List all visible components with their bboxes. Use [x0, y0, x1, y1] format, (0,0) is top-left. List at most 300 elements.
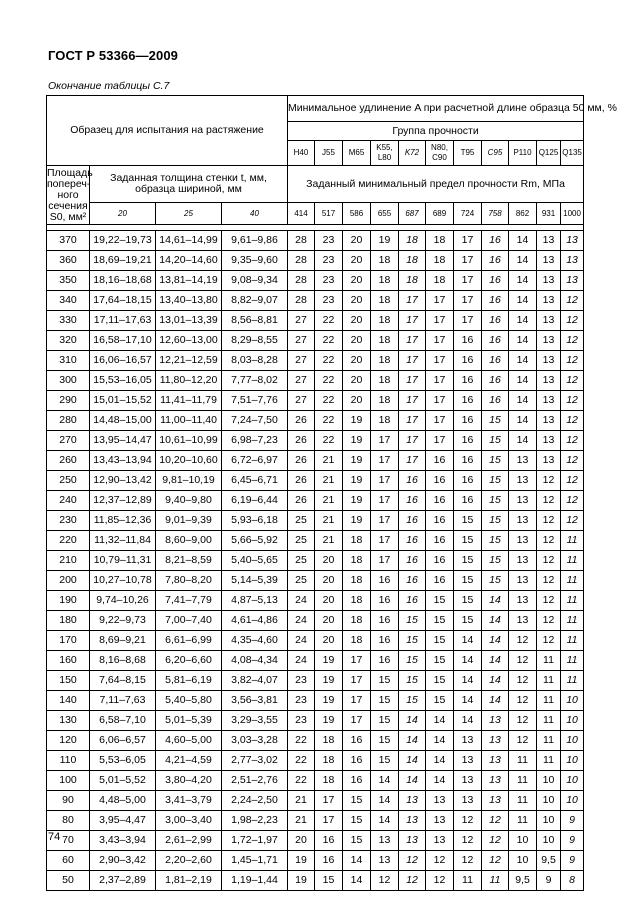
area-value: 260	[47, 451, 90, 471]
table-cell: 13	[509, 491, 537, 511]
table-cell: 19	[315, 651, 343, 671]
table-cell: 16	[399, 491, 426, 511]
table-cell: 16	[343, 751, 371, 771]
table-cell: 15	[426, 651, 454, 671]
table-cell: 15	[426, 611, 454, 631]
table-cell: 8,69–9,21	[90, 631, 156, 651]
table-cell: 6,06–6,57	[90, 731, 156, 751]
table-cell: 3,29–3,55	[222, 711, 288, 731]
table-cell: 15	[426, 631, 454, 651]
table-cell: 23	[288, 691, 315, 711]
strength-cell: 689	[426, 203, 454, 225]
table-cell: 9,35–9,60	[222, 251, 288, 271]
table-cell: 15	[371, 731, 399, 751]
table-cell: 20	[343, 231, 371, 251]
table-cell: 12	[561, 491, 584, 511]
table-cell: 13,95–14,47	[90, 431, 156, 451]
table-cell: 24	[288, 631, 315, 651]
table-cell: 15	[482, 571, 509, 591]
table-cell: 17	[343, 651, 371, 671]
strength-cell: 758	[482, 203, 509, 225]
table-cell: 27	[288, 311, 315, 331]
table-cell: 24	[288, 651, 315, 671]
table-cell: 20	[343, 291, 371, 311]
table-cell: 18	[343, 611, 371, 631]
table-cell: 17	[399, 331, 426, 351]
table-cell: 8,21–8,59	[156, 551, 222, 571]
table-cell: 12,90–13,42	[90, 471, 156, 491]
table-cell: 23	[315, 251, 343, 271]
table-cell: 21	[315, 531, 343, 551]
grade-cell: Н40	[288, 141, 315, 166]
table-cell: 2,24–2,50	[222, 791, 288, 811]
table-cell: 27	[288, 331, 315, 351]
grade-cell: Q135	[561, 141, 584, 166]
table-row	[47, 751, 584, 771]
table-cell: 23	[315, 271, 343, 291]
table-cell: 2,77–3,02	[222, 751, 288, 771]
table-cell: 9,5	[537, 851, 561, 871]
table-cell: 10,61–10,99	[156, 431, 222, 451]
table-cell: 14,48–15,00	[90, 411, 156, 431]
table-cell: 12	[537, 511, 561, 531]
table-cell: 18	[426, 271, 454, 291]
table-cell: 13	[561, 231, 584, 251]
table-cell: 16	[371, 591, 399, 611]
table-cell: 1,19–1,44	[222, 871, 288, 891]
table-cell: 8	[561, 871, 584, 891]
table-cell: 16	[454, 411, 482, 431]
table-cell: 12	[561, 331, 584, 351]
table-cell: 21	[288, 791, 315, 811]
table-cell: 14	[509, 331, 537, 351]
table-cell: 14	[482, 611, 509, 631]
table-cell: 25	[288, 511, 315, 531]
table-cell: 6,72–6,97	[222, 451, 288, 471]
table-cell: 11	[509, 811, 537, 831]
table-cell: 16	[426, 511, 454, 531]
table-cell: 11	[537, 751, 561, 771]
table-cell: 15	[482, 551, 509, 571]
table-cell: 14	[426, 771, 454, 791]
table-cell: 17	[454, 251, 482, 271]
area-value: 230	[47, 511, 90, 531]
table-cell: 15	[454, 591, 482, 611]
table-cell: 20	[343, 331, 371, 351]
table-cell: 12	[426, 871, 454, 891]
table-cell: 13	[537, 251, 561, 271]
table-cell: 10	[561, 711, 584, 731]
table-cell: 10,27–10,78	[90, 571, 156, 591]
table-cell: 16	[426, 551, 454, 571]
table-cell: 14	[509, 391, 537, 411]
table-cell: 1,81–2,19	[156, 871, 222, 891]
table-cell: 17,11–17,63	[90, 311, 156, 331]
table-cell: 11	[561, 531, 584, 551]
table-cell: 16,58–17,10	[90, 331, 156, 351]
table-cell: 10	[561, 771, 584, 791]
table-caption: Окончание таблицы С.7	[48, 80, 170, 92]
table-cell: 17	[426, 291, 454, 311]
table-cell: 19	[343, 511, 371, 531]
table-cell: 11	[561, 651, 584, 671]
table-cell: 13	[537, 371, 561, 391]
table-cell: 16	[482, 371, 509, 391]
table-row	[47, 811, 584, 831]
table-cell: 13,01–13,39	[156, 311, 222, 331]
table-cell: 12	[426, 851, 454, 871]
table-cell: 2,90–3,42	[90, 851, 156, 871]
table-cell: 17	[426, 391, 454, 411]
table-cell: 3,56–3,81	[222, 691, 288, 711]
table-cell: 12	[482, 851, 509, 871]
table-cell: 17	[426, 311, 454, 331]
table-row	[47, 611, 584, 631]
table-cell: 14	[482, 591, 509, 611]
table-cell: 15	[482, 531, 509, 551]
table-cell: 10	[537, 791, 561, 811]
table-cell: 11	[561, 631, 584, 651]
table-cell: 12,21–12,59	[156, 351, 222, 371]
area-value: 190	[47, 591, 90, 611]
table-cell: 12	[561, 431, 584, 451]
area-value: 110	[47, 751, 90, 771]
table-cell: 24	[288, 611, 315, 631]
table-cell: 14	[371, 791, 399, 811]
table-cell: 4,35–4,60	[222, 631, 288, 651]
table-cell: 17	[426, 431, 454, 451]
table-cell: 12	[561, 391, 584, 411]
table-cell: 19	[315, 691, 343, 711]
table-cell: 12	[509, 731, 537, 751]
table-row	[47, 291, 584, 311]
table-cell: 22	[315, 351, 343, 371]
area-value: 340	[47, 291, 90, 311]
table-cell: 14,61–14,99	[156, 231, 222, 251]
table-cell: 18	[426, 231, 454, 251]
table-cell: 12	[399, 851, 426, 871]
grade-cell: М65	[343, 141, 371, 166]
table-cell: 16	[454, 491, 482, 511]
area-value: 160	[47, 651, 90, 671]
table-cell: 17	[371, 471, 399, 491]
grade-cell: J55	[315, 141, 343, 166]
table-cell: 11,80–12,20	[156, 371, 222, 391]
table-cell: 11	[561, 551, 584, 571]
table-cell: 17	[454, 291, 482, 311]
table-cell: 14	[371, 811, 399, 831]
table-cell: 9	[561, 851, 584, 871]
table-cell: 10	[561, 791, 584, 811]
table-cell: 13	[482, 771, 509, 791]
area-value: 80	[47, 811, 90, 831]
table-cell: 20	[343, 371, 371, 391]
table-cell: 3,82–4,07	[222, 671, 288, 691]
table-cell: 25	[288, 551, 315, 571]
table-cell: 20	[315, 631, 343, 651]
table-cell: 10	[537, 831, 561, 851]
table-cell: 13,40–13,80	[156, 291, 222, 311]
table-cell: 11,85–12,36	[90, 511, 156, 531]
table-cell: 15,53–16,05	[90, 371, 156, 391]
table-cell: 14	[399, 711, 426, 731]
table-cell: 15	[399, 671, 426, 691]
table-row	[47, 691, 584, 711]
table-cell: 5,01–5,39	[156, 711, 222, 731]
area-value: 70	[47, 831, 90, 851]
table-cell: 14	[454, 631, 482, 651]
table-cell: 12	[561, 411, 584, 431]
table-cell: 22	[315, 431, 343, 451]
table-row	[47, 351, 584, 371]
table-cell: 13	[537, 311, 561, 331]
table-cell: 16	[426, 451, 454, 471]
table-row	[47, 591, 584, 611]
table-cell: 13	[399, 811, 426, 831]
table-cell: 12	[537, 491, 561, 511]
table-cell: 21	[315, 491, 343, 511]
table-cell: 15	[343, 831, 371, 851]
table-cell: 14	[509, 411, 537, 431]
table-row	[47, 391, 584, 411]
table-cell: 14	[509, 351, 537, 371]
table-cell: 23	[315, 291, 343, 311]
table-cell: 14	[509, 291, 537, 311]
table-cell: 11	[561, 611, 584, 631]
strength-cell: 931	[537, 203, 561, 225]
table-cell: 17	[343, 691, 371, 711]
area-value: 150	[47, 671, 90, 691]
strength-cell: 414	[288, 203, 315, 225]
table-cell: 12	[399, 871, 426, 891]
table-cell: 15	[426, 671, 454, 691]
table-cell: 5,53–6,05	[90, 751, 156, 771]
table-cell: 13	[537, 291, 561, 311]
table-cell: 14	[509, 311, 537, 331]
table-cell: 17	[399, 311, 426, 331]
table-cell: 17	[343, 671, 371, 691]
table-cell: 9	[561, 811, 584, 831]
table-cell: 16	[371, 651, 399, 671]
table-cell: 14,20–14,60	[156, 251, 222, 271]
area-value: 130	[47, 711, 90, 731]
table-cell: 16	[454, 431, 482, 451]
width-cell: 40	[222, 203, 288, 225]
table-cell: 8,29–8,55	[222, 331, 288, 351]
table-row	[47, 531, 584, 551]
table-cell: 11	[537, 711, 561, 731]
table-row	[47, 711, 584, 731]
table-cell: 15	[371, 751, 399, 771]
table-row	[47, 551, 584, 571]
table-cell: 15	[454, 551, 482, 571]
table-row	[47, 851, 584, 871]
table-cell: 2,51–2,76	[222, 771, 288, 791]
table-cell: 15	[482, 471, 509, 491]
table-cell: 18,69–19,21	[90, 251, 156, 271]
table-cell: 7,64–8,15	[90, 671, 156, 691]
table-cell: 9,61–9,86	[222, 231, 288, 251]
area-value: 170	[47, 631, 90, 651]
table-cell: 13	[509, 531, 537, 551]
table-cell: 17	[454, 311, 482, 331]
table-cell: 16	[399, 511, 426, 531]
table-cell: 13	[509, 471, 537, 491]
table-cell: 21	[315, 451, 343, 471]
table-cell: 13	[509, 511, 537, 531]
table-row	[47, 871, 584, 891]
area-value: 250	[47, 471, 90, 491]
table-cell: 16	[426, 471, 454, 491]
table-cell: 10	[537, 811, 561, 831]
table-cell: 18	[399, 251, 426, 271]
area-value: 60	[47, 851, 90, 871]
table-cell: 8,60–9,00	[156, 531, 222, 551]
table-cell: 14	[509, 251, 537, 271]
table-cell: 8,16–8,68	[90, 651, 156, 671]
table-cell: 13	[454, 791, 482, 811]
area-value: 320	[47, 331, 90, 351]
table-cell: 11,41–11,79	[156, 391, 222, 411]
table-cell: 11	[509, 771, 537, 791]
area-value: 240	[47, 491, 90, 511]
strength-cell: 517	[315, 203, 343, 225]
table-cell: 22	[315, 391, 343, 411]
table-cell: 14	[399, 731, 426, 751]
table-cell: 11	[537, 691, 561, 711]
table-cell: 6,19–6,44	[222, 491, 288, 511]
table-cell: 17	[399, 411, 426, 431]
table-cell: 18	[343, 531, 371, 551]
table-cell: 16	[426, 571, 454, 591]
strength-header: Заданный минимальный предел прочности Rm, МПа	[288, 166, 584, 203]
table-cell: 17	[371, 511, 399, 531]
table-cell: 4,21–4,59	[156, 751, 222, 771]
table-cell: 16	[399, 531, 426, 551]
table-cell: 13	[454, 771, 482, 791]
table-cell: 4,87–5,13	[222, 591, 288, 611]
table-cell: 16	[399, 571, 426, 591]
page-number: 74	[48, 831, 61, 843]
table-cell: 11	[482, 871, 509, 891]
table-cell: 6,61–6,99	[156, 631, 222, 651]
area-value: 120	[47, 731, 90, 751]
table-cell: 17	[454, 231, 482, 251]
table-cell: 7,77–8,02	[222, 371, 288, 391]
table-cell: 20	[343, 391, 371, 411]
table-cell: 17	[343, 711, 371, 731]
table-cell: 10	[509, 831, 537, 851]
table-cell: 15,01–15,52	[90, 391, 156, 411]
table-cell: 16	[482, 351, 509, 371]
table-cell: 14	[371, 771, 399, 791]
table-cell: 22	[288, 731, 315, 751]
table-cell: 9	[537, 871, 561, 891]
table-cell: 15	[399, 691, 426, 711]
table-cell: 11	[561, 671, 584, 691]
table-cell: 15	[482, 411, 509, 431]
strength-cell: 724	[454, 203, 482, 225]
table-cell: 5,14–5,39	[222, 571, 288, 591]
table-cell: 20	[343, 271, 371, 291]
table-cell: 18	[399, 231, 426, 251]
table-cell: 14	[454, 691, 482, 711]
table-cell: 20	[343, 251, 371, 271]
area-value: 270	[47, 431, 90, 451]
table-cell: 9,74–10,26	[90, 591, 156, 611]
table-row	[47, 471, 584, 491]
area-value: 140	[47, 691, 90, 711]
table-cell: 9,40–9,80	[156, 491, 222, 511]
table-cell: 17	[426, 371, 454, 391]
table-cell: 12	[537, 571, 561, 591]
table-cell: 3,80–4,20	[156, 771, 222, 791]
table-cell: 15	[454, 511, 482, 531]
table-cell: 15	[482, 431, 509, 451]
table-row	[47, 651, 584, 671]
table-cell: 16	[454, 351, 482, 371]
table-cell: 12	[561, 471, 584, 491]
table-cell: 13	[509, 551, 537, 571]
table-cell: 13	[537, 231, 561, 251]
thickness-header: Заданная толщина стенки t, мм, образца шириной, мм	[90, 166, 288, 203]
table-cell: 12	[537, 631, 561, 651]
table-cell: 14	[509, 231, 537, 251]
area-value: 310	[47, 351, 90, 371]
table-cell: 17	[399, 351, 426, 371]
table-cell: 13	[426, 831, 454, 851]
table-cell: 16	[482, 291, 509, 311]
table-cell: 22	[315, 311, 343, 331]
table-cell: 11	[561, 571, 584, 591]
table-cell: 12	[561, 511, 584, 531]
table-cell: 14	[399, 771, 426, 791]
table-cell: 14	[426, 731, 454, 751]
table-cell: 18	[371, 331, 399, 351]
table-cell: 22	[315, 411, 343, 431]
table-cell: 16	[454, 371, 482, 391]
table-cell: 9,08–9,34	[222, 271, 288, 291]
table-cell: 20	[288, 831, 315, 851]
table-cell: 13	[561, 271, 584, 291]
table-cell: 15	[454, 531, 482, 551]
table-cell: 15	[426, 591, 454, 611]
table-cell: 16	[454, 451, 482, 471]
table-cell: 3,41–3,79	[156, 791, 222, 811]
table-row	[47, 251, 584, 271]
table-cell: 12	[537, 531, 561, 551]
table-cell: 16	[454, 331, 482, 351]
table-cell: 13	[399, 791, 426, 811]
table-cell: 13	[399, 831, 426, 851]
table-row	[47, 371, 584, 391]
table-cell: 13	[509, 451, 537, 471]
table-cell: 14	[509, 271, 537, 291]
table-cell: 7,80–8,20	[156, 571, 222, 591]
table-cell: 9,01–9,39	[156, 511, 222, 531]
table-cell: 15	[426, 691, 454, 711]
table-cell: 16	[399, 591, 426, 611]
table-cell: 15	[315, 871, 343, 891]
table-cell: 28	[288, 231, 315, 251]
table-cell: 10	[561, 751, 584, 771]
table-cell: 2,20–2,60	[156, 851, 222, 871]
table-row	[47, 631, 584, 651]
strength-cell: 687	[399, 203, 426, 225]
table-cell: 13	[537, 331, 561, 351]
table-cell: 19	[315, 671, 343, 691]
table-cell: 18	[315, 731, 343, 751]
